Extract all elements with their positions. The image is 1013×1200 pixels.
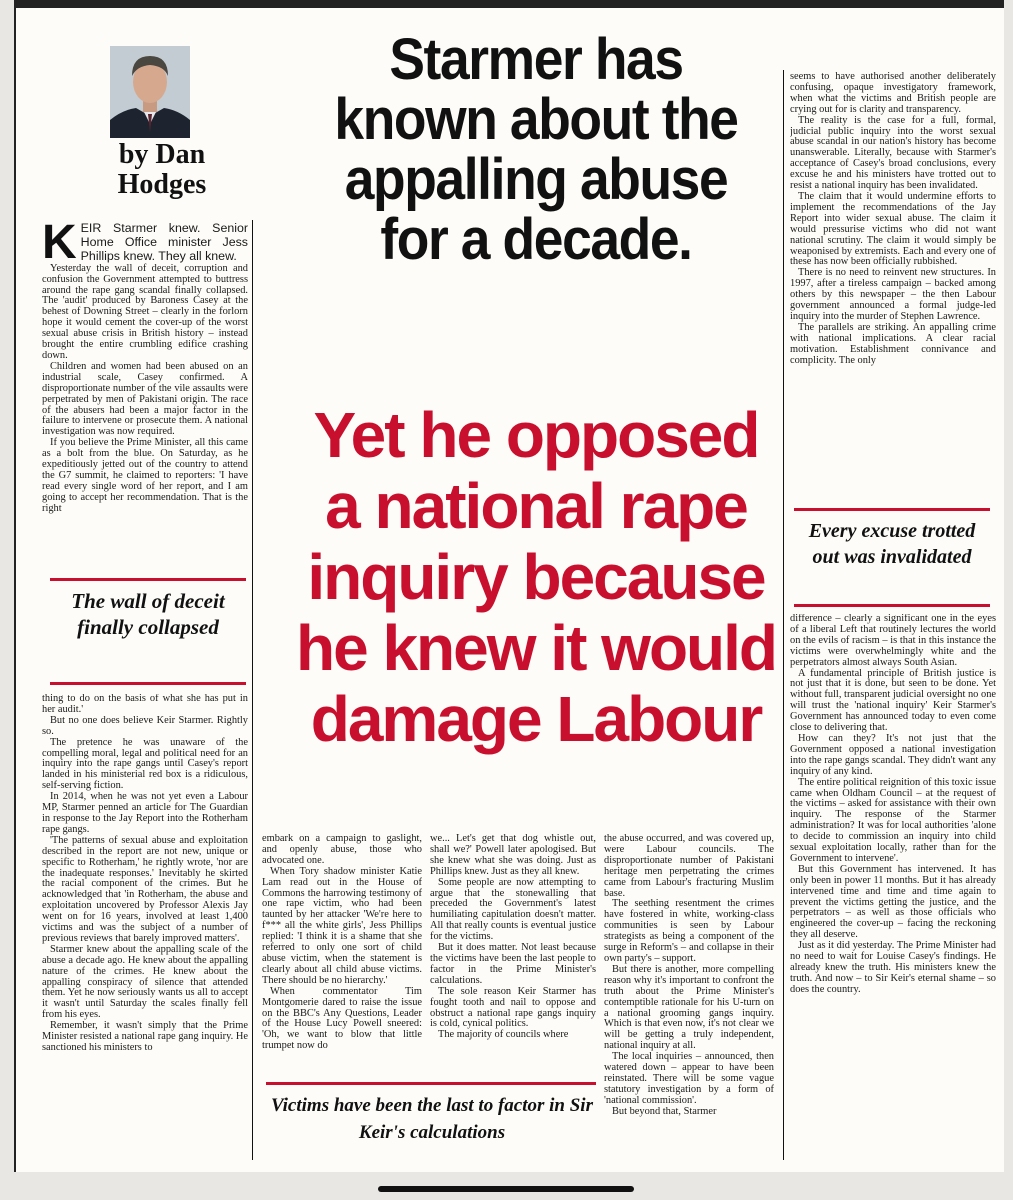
body-paragraph: How can they? It's not just that the Government opposed a national investigation into the rape gangs scandal. They didn't want any inquiry of any kind.: [790, 732, 996, 777]
column-5-bottom: [790, 614, 996, 1160]
body-paragraph: But there is another, more compelling reason why it's important to confront the truth about the Prime Minister's contemptible rationale for his U-turn on a national grooming gangs inquiry. Which is that even now, it's not clear we will be getting a truly independent, national inquiry at all.: [604, 963, 774, 1052]
body-paragraph: Some people are now attempting to argue that the stonewalling that preceded the Government's latest humiliating capitulation doesn't matter. All that really counts is eventual justice for the victims.: [430, 876, 596, 943]
body-paragraph: But beyond that, Starmer: [612, 1105, 717, 1117]
body-paragraph: A fundamental principle of British justice is not just that it is done, but seen to be done. Yet without full, transparent judicial oversight no one will trust the 'national inquiry' Keir Starmer's Government has announced today to even come close to delivering that.: [790, 667, 996, 734]
pullquote-rule: [50, 682, 246, 685]
body-paragraph: The entire political reignition of this toxic issue came when Oldham Council – at the request of the victims – asked for assistance with their own inquiry. The response of the Starmer administration? It was for local authorities 'alone to decide to commission an inquiry into child sexual exploitation locally, rather than for the Government to intervene'.: [790, 776, 996, 864]
headline-red-line: Yet he opposed: [313, 399, 759, 471]
column-1-bottom: [42, 694, 248, 1156]
headline-red-line: inquiry because: [307, 541, 765, 613]
byline-name: Hodges: [117, 169, 207, 200]
body-paragraph: Children and women had been abused on an industrial scale, Casey confirmed. A disproportionate number of the vile assaults were perpetrated by men of Pakistani origin. The race of the abusers had been a major factor in the failure to intervene or prosecute them. A national investigation was now required.: [42, 360, 248, 438]
headline-line: Starmer has: [389, 27, 683, 92]
headline-red: [266, 400, 806, 755]
body-paragraph: If you believe the Prime Minister, all this came as a bolt from the blue. On Saturday, as he expeditiously jetted out of the country to attend the G7 summit, he claimed to reporters: 'I have read every single word of her report, and I am going to accept her recommendation. That is the right: [42, 437, 248, 514]
body-paragraph: But this Government has intervened. It has only been in power 11 months. But it has already intervened time and time and time again to prevent the victims getting the justice, and the perpetrators – as well as those officials who engineered the cover-up – facing the reckoning they all deserve.: [790, 863, 996, 941]
body-paragraph: Remember, it wasn't simply that the Prime Minister resisted a national rape gang inquiry. He sanctioned his ministers to: [42, 1020, 248, 1053]
headline-line: known about the: [334, 87, 738, 152]
body-paragraph: The parallels are striking. An appalling crime with national implications. A clear racial motivation. Establishment connivance and complicity. The only: [790, 321, 996, 366]
headline-line: for a decade.: [380, 207, 692, 272]
pullquote-right: Every excuse trotted out was invalidated: [808, 520, 976, 568]
pullquote-rule: [50, 578, 246, 581]
column-5-top: [790, 72, 996, 500]
body-paragraph: The reality is the case for a full, formal, judicial public inquiry into the worst sexual abuse scandal in our nation's history has become unanswerable. Literally, because with Starmer's acceptance of Casey's broad conclusions, every excuse he and his ministers have trotted out to resist a national inquiry has been invalidated.: [790, 114, 996, 192]
body-paragraph: embark on a campaign to gaslight, and openly abuse, those who advocated one.: [262, 834, 422, 866]
pullquote-left: The wall of deceit finally collapsed: [71, 589, 225, 639]
column-rule: [252, 220, 253, 1160]
body-paragraph: There is no need to reinvent new structures. In 1997, after a tireless campaign – backed among others by this newspaper – the then Labour government announced a formal judge-led inquiry into the murder of Stephen Lawrence.: [790, 267, 996, 322]
drop-cap: K: [42, 222, 77, 269]
headline-black: [266, 27, 806, 272]
body-paragraph: 'The patterns of sexual abuse and exploitation described in the report are not new, unique or specific to Rotherham,' he rightly wrote, 'nor are the inadequate responses.' Inevitably he skirted the racial component of the crimes. But he acknowledged that 'in Rotherham, the abuse and exploitation uncovered by Professor Alexis Jay went on for 16 years, involved at least 1,400 victims and was the subject of a number of previous reviews that barely improved matters'.: [42, 834, 248, 944]
lead-paragraph: [42, 222, 248, 269]
column-4: [604, 834, 774, 1158]
body-paragraph: seems to have authorised another deliberately confusing, opaque investigatory framework, when what the victims and British people are crying out for is clarity and transparency.: [790, 72, 996, 115]
body-paragraph: The local inquiries – announced, then watered down – appear to have been reinstated. There will be some vague statutory investigation by a form of 'national commission'.: [604, 1051, 774, 1106]
column-2: [262, 834, 422, 1084]
author-photo: [110, 46, 190, 138]
headline-line: appalling abuse: [344, 147, 728, 212]
body-paragraph: we... Let's get that dog whistle out, shall we?' Powell later apologised. But she knew what she was doing. Just as Phillips knew. Just as they all knew.: [430, 834, 596, 877]
pullquote-rule: [794, 604, 990, 607]
body-paragraph: But it does matter. Not least because the victims have been the last people to factor in the Prime Minister's calculations.: [430, 942, 596, 986]
column-1-top: [42, 222, 248, 572]
byline: [102, 140, 222, 200]
body-paragraph: Just as it did yesterday. The Prime Minister had no need to wait for Louise Casey's findings. He already knew the truth. His ministers knew the truth. And now – to Sir Keir's eternal shame – so does the country.: [790, 940, 996, 995]
headline-red-line: damage Labour: [310, 683, 762, 755]
body-paragraph: But no one does believe Keir Starmer. Rightly so.: [42, 714, 248, 737]
body-paragraph: When Tory shadow minister Katie Lam read out in the House of Commons the harrowing testimony of one rape victim, who had been taunted by her attacker 'We're here to f*** all the white girls', Jess Phillips replied: 'I think it is a shame that she referred to only one sort of child abuse victim, when the statement is clearly about all child abuse victims. There should be no hierarchy.': [262, 865, 422, 986]
body-paragraph: difference – clearly a significant one in the eyes of a liberal Left that routinely lectures the world on the evils of racism – is that in this instance the victims were overwhelmingly white and the perpetrators almost always South Asian.: [790, 614, 996, 668]
body-paragraph: The sole reason Keir Starmer has fought tooth and nail to oppose and obstruct a national rape gangs inquiry is cold, cynical politics.: [430, 985, 596, 1030]
body-paragraph: thing to do on the basis of what she has put in her audit.': [42, 694, 248, 715]
pullquote-rule: [266, 1082, 596, 1085]
body-paragraph: In 2014, when he was not yet even a Labour MP, Starmer penned an article for The Guardian in response to the Jay Report into the Rotherham rape gangs.: [42, 791, 248, 835]
body-paragraph: The seething resentment the crimes have fostered in white, working-class communities is seen by Labour strategists as being a component of the surge in Reform's – and collapse in their own party's – support.: [604, 898, 774, 964]
column-3: [430, 834, 596, 1084]
newspaper-page: [14, 0, 1004, 1172]
column-rule: [783, 70, 784, 1160]
pullquote-bottom: Victims have been the last to factor in Sir Keir's calculations: [271, 1095, 593, 1143]
body-paragraph: The majority of councils where: [438, 1029, 569, 1041]
lead-text: EIR Starmer knew. Senior Home Office minister Jess Phillips knew. They all knew.: [80, 222, 248, 263]
body-paragraph: The claim that it would undermine efforts to implement the recommendations of the Jay Report into wider sexual abuse. The claim it would pressurise victims who did not want national scrutiny. The claim it would simply be weaponised by extremists. Each and every one of these has now been officially rubbished.: [790, 190, 996, 268]
headline-red-line: he knew it would: [295, 612, 777, 684]
body-paragraph: When commentator Tim Montgomerie dared to raise the issue on the BBC's Any Questions, Leader of the House Lucy Powell sneered: 'Oh, we want to blow that little trumpet now do: [262, 985, 422, 1052]
pullquote-rule: [794, 508, 990, 511]
headline-red-line: a national rape: [325, 470, 747, 542]
body-paragraph: The pretence he was unaware of the compelling moral, legal and political need for an inquiry into the rape gangs until Casey's report landed in his ministerial red box is a ridiculous, self-serving fiction.: [42, 736, 248, 792]
body-paragraph: the abuse occurred, and was covered up, were Labour councils. The disproportionate number of Pakistani heritage men perpetrating the crimes came from Labour's fracturing Muslim base.: [604, 834, 774, 899]
top-bar: [16, 0, 1004, 8]
body-paragraph: Starmer knew about the appalling scale of the abuse a decade ago. He knew about the appalling nature of the crimes. He knew about the appalling conspiracy of silence that attended them. Yet he now seriously wants us all to accept it wasn't until Saturday the scales finally fell from his eyes.: [42, 943, 248, 1021]
home-indicator[interactable]: [378, 1186, 634, 1192]
byline-prefix: by Dan: [118, 139, 206, 170]
body-paragraph: Yesterday the wall of deceit, corruption and confusion the Government attempted to buttress around the rape gang scandal finally collapsed. The 'audit' produced by Baroness Casey at the behest of Downing Street – clearly in the forlorn hope it would cement the cover-up of the worst sexual abuse crisis in British history – instead brought the entire crumbling edifice crashing down.: [42, 262, 248, 361]
